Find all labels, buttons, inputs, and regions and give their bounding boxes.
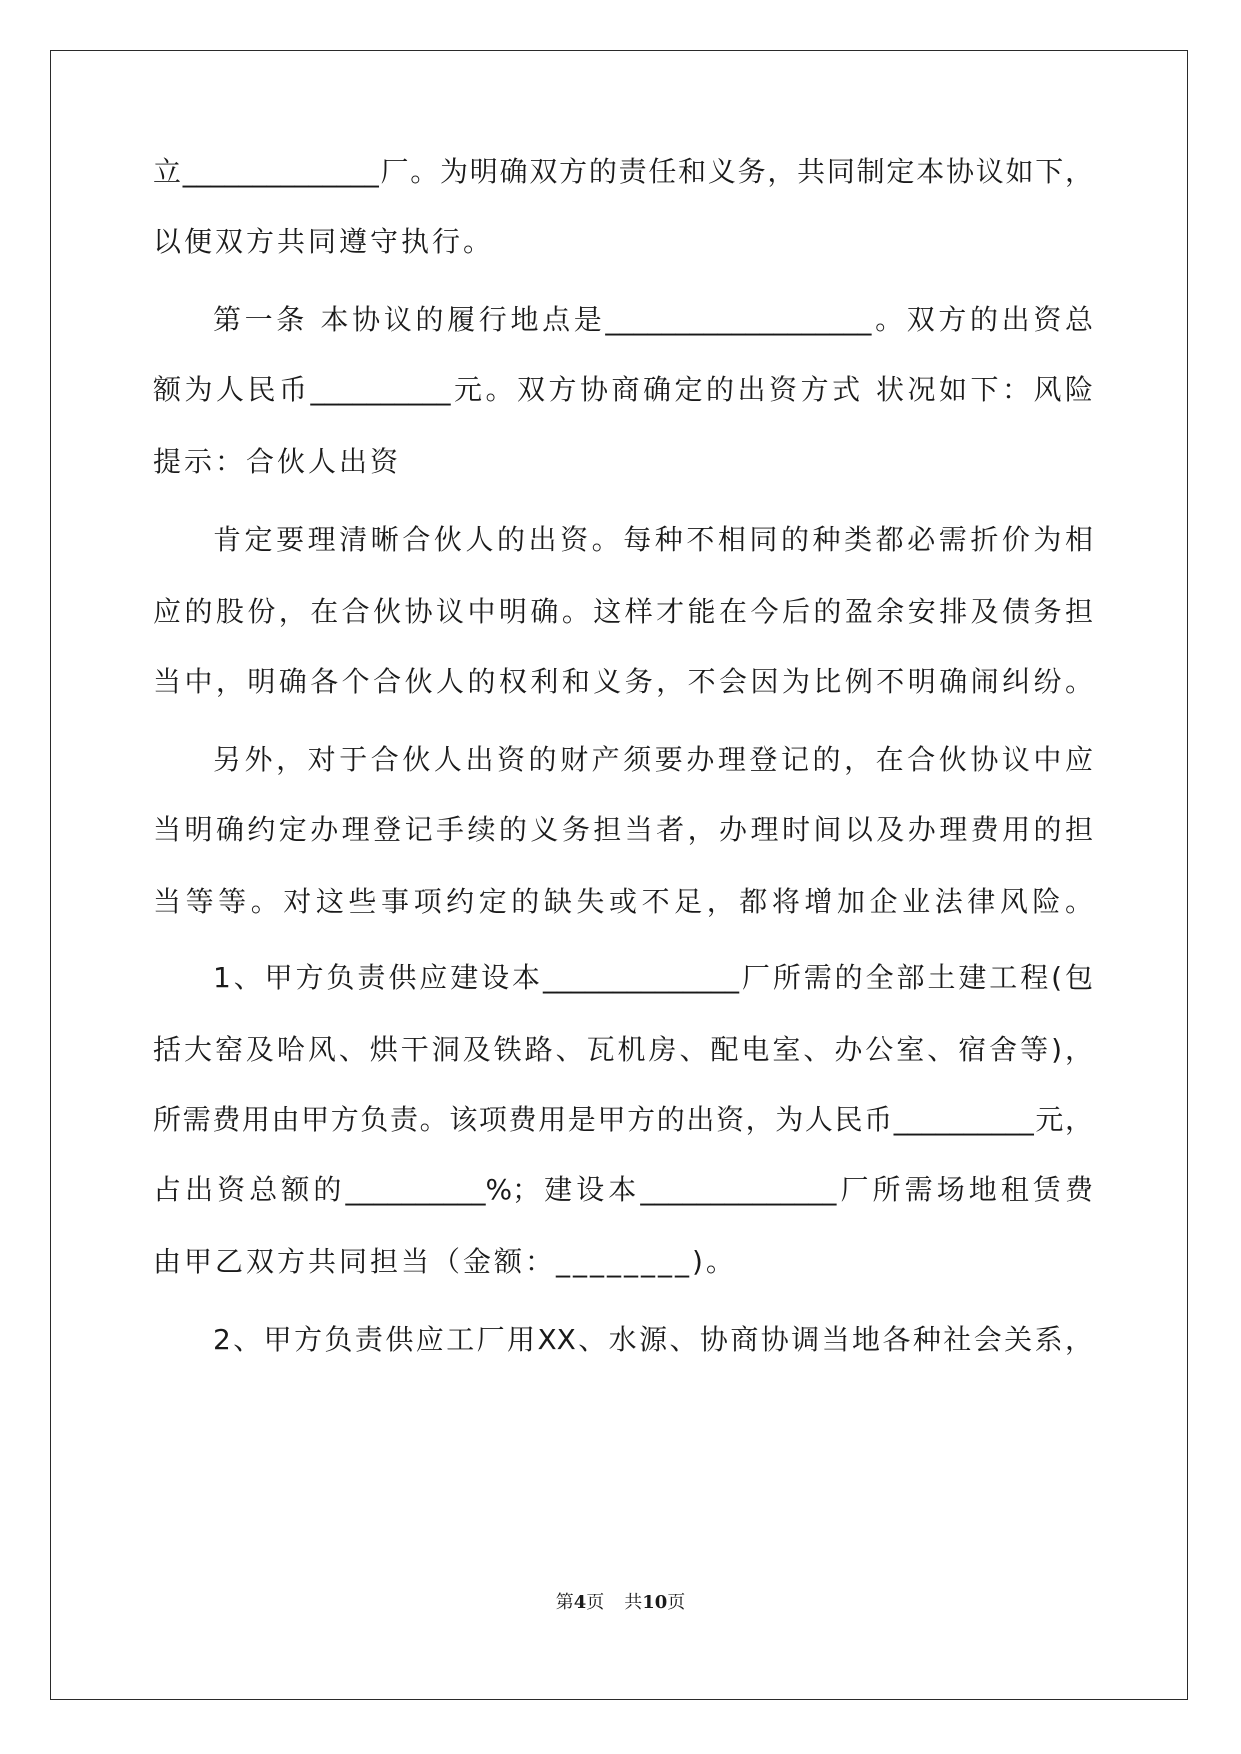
- text-line: 2、甲方负责供应工厂用XX、水源、协商协调当地各种社会关系，: [213, 1323, 1093, 1356]
- text-line: 第一条 本协议的履行地点是___________________。双方的出资总: [213, 303, 1093, 336]
- text-line: 所需费用由甲方负责。该项费用是甲方的出资，为人民币__________元，: [153, 1103, 1093, 1136]
- text-line: 另外，对于合伙人出资的财产须要办理登记的，在合伙协议中应: [213, 743, 1093, 776]
- text-line: 当中，明确各个合伙人的权利和义务，不会因为比例不明确闹纠纷。: [153, 665, 1093, 698]
- text-line: 当等等。对这些事项约定的缺失或不足，都将增加企业法律风险。: [153, 885, 1093, 918]
- text-line: 括大窑及哈风、烘干洞及铁路、瓦机房、配电室、办公室、宿舍等)，: [153, 1033, 1093, 1066]
- footer-prefix: 第: [555, 1592, 574, 1613]
- text-line: 1、甲方负责供应建设本______________厂所需的全部土建工程(包: [213, 961, 1093, 994]
- text-line: 额为人民币__________元。双方协商确定的出资方式 状况如下：风险: [153, 373, 1093, 406]
- footer-total-suffix: 页: [667, 1592, 686, 1613]
- text-line: 占出资总额的__________%；建设本______________厂所需场地租赁费: [153, 1173, 1093, 1206]
- text-line: 以便双方共同遵守执行。: [153, 225, 495, 258]
- page-number: 4: [573, 1592, 587, 1613]
- footer-page-suffix: 页: [586, 1592, 605, 1613]
- text-line: 由甲乙双方共同担当（金额：________)。: [153, 1245, 737, 1278]
- text-line: 应的股份，在合伙协议中明确。这样才能在今后的盈余安排及债务担: [153, 595, 1093, 628]
- total-pages: 10: [642, 1592, 668, 1613]
- page-footer: [0, 1588, 1241, 1614]
- text-line: 立______________厂。为明确双方的责任和义务，共同制定本协议如下，: [153, 155, 1093, 188]
- text-line: 当明确约定办理登记手续的义务担当者，办理时间以及办理费用的担: [153, 813, 1093, 846]
- footer-total-prefix: 共: [624, 1592, 643, 1613]
- text-line: 肯定要理清晰合伙人的出资。每种不相同的种类都必需折价为相: [213, 523, 1093, 556]
- text-line: 提示：合伙人出资: [153, 445, 402, 478]
